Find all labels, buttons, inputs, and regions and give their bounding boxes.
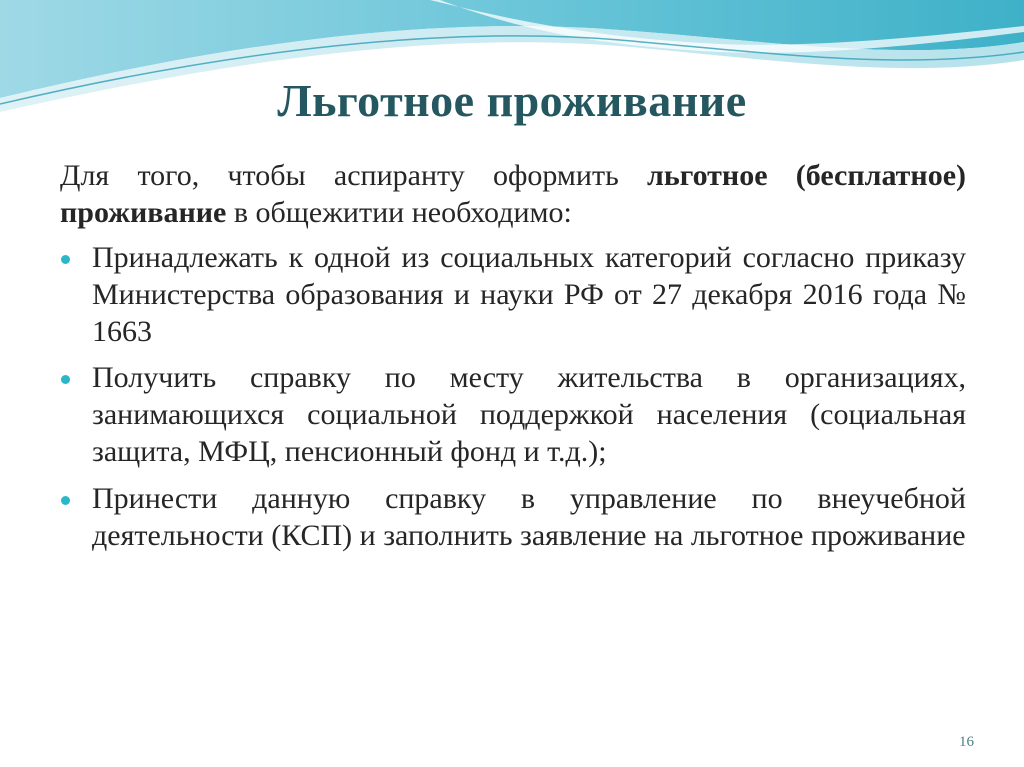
intro-bold-text: льготное (бесплатное) проживание bbox=[60, 159, 966, 229]
list-item bbox=[60, 240, 966, 351]
list-item-text: Принести данную справку в управление по внеучебной деятельности (КСП) и заполнить заявление на льготное проживание bbox=[92, 482, 966, 553]
intro-text-after: в общежитии необходимо: bbox=[226, 195, 572, 229]
bullet-dot-icon bbox=[61, 255, 70, 264]
intro-paragraph bbox=[60, 158, 966, 232]
list-item-text: Получить справку по месту жительства в организациях, занимающихся социальной поддержкой населения (социальная защита, МФЦ, пенсионный фонд и т.д.); bbox=[92, 361, 966, 469]
intro-text-before: Для того, чтобы аспиранту оформить bbox=[60, 159, 647, 192]
requirements-list bbox=[60, 240, 966, 555]
slide-title: Льготное проживание bbox=[277, 75, 747, 126]
list-item bbox=[60, 360, 966, 471]
bullet-dot-icon bbox=[61, 496, 70, 505]
bullet-dot-icon bbox=[61, 375, 70, 384]
list-item-text: Принадлежать к одной из социальных категорий согласно приказу Министерства образования и науки РФ от 27 декабря 2016 года № 1663 bbox=[92, 240, 966, 348]
list-item bbox=[60, 481, 966, 555]
page-number: 16 bbox=[959, 734, 974, 750]
slide-body bbox=[60, 158, 966, 565]
